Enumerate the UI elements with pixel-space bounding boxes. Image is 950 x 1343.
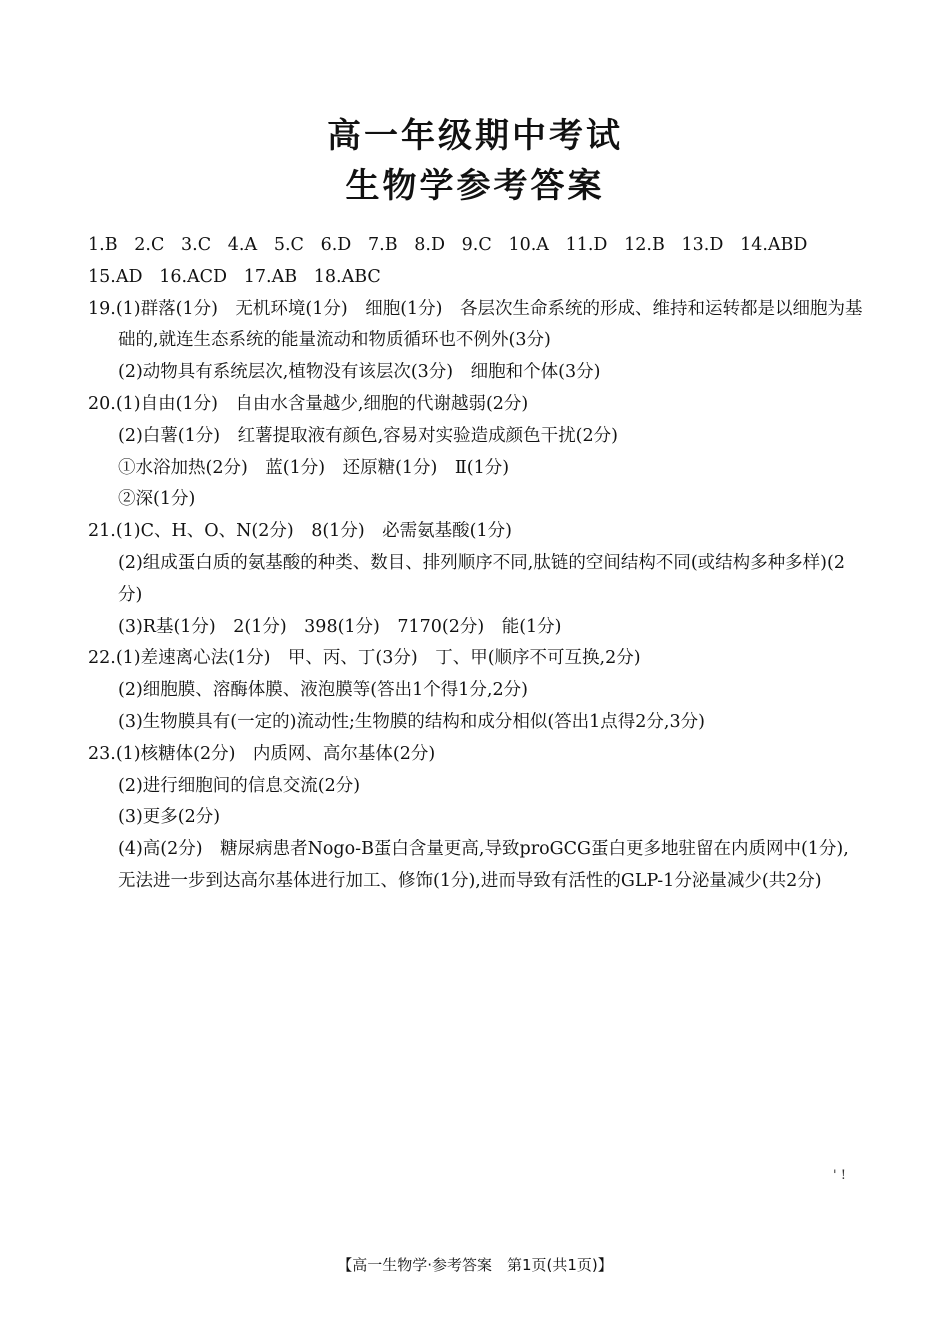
- q23-part2: (2)进行细胞间的信息交流(2分): [118, 775, 361, 796]
- q20-part4: ②深(1分): [118, 489, 196, 510]
- q20-part1: 20.(1)自由(1分) 自由水含量越少,细胞的代谢越弱(2分): [88, 393, 529, 414]
- q20-part2: (2)白薯(1分) 红薯提取液有颜色,容易对实验造成颜色干扰(2分): [118, 425, 618, 446]
- q23-part1: 23.(1)核糖体(2分) 内质网、高尔基体(2分): [88, 743, 436, 764]
- q21-part1: 21.(1)C、H、O、N(2分) 8(1分) 必需氨基酸(1分): [88, 521, 512, 542]
- q19-part1: 19.(1)群落(1分) 无机环境(1分) 细胞(1分) 各层次生命系统的形成、维持和运转都是以细胞为基础的,就连生态系统的能量流动和物质循环也不例外(3分): [88, 298, 863, 351]
- q22-part1: 22.(1)差速离心法(1分) 甲、丙、丁(3分) 丁、甲(顺序不可互换,2分): [88, 648, 641, 669]
- q23-part3: (3)更多(2分): [118, 807, 221, 828]
- q22-part2: (2)细胞膜、溶酶体膜、液泡膜等(答出1个得1分,2分): [118, 680, 528, 701]
- choice-answers-row-1: 1.B 2.C 3.C 4.A 5.C 6.D 7.B 8.D 9.C 10.A 11.D 12.B 13.D 14.ABD: [88, 235, 808, 255]
- q21-part3: (3)R基(1分) 2(1分) 398(1分) 7170(2分) 能(1分): [118, 616, 562, 637]
- q23-part4: (4)高(2分) 糖尿病患者Nogo-B蛋白含量更高,导致proGCG蛋白更多地驻留在内质网中(1分),无法进一步到达高尔基体进行加工、修饰(1分),进而导致有活性的GLP-1分泌量减少(共2分): [118, 839, 849, 891]
- q20-part3: ①水浴加热(2分) 蓝(1分) 还原糖(1分) Ⅱ(1分): [118, 457, 510, 478]
- choice-answers-row-2: 15.AD 16.ACD 17.AB 18.ABC: [88, 266, 381, 287]
- margin-marks: ' !: [833, 1168, 846, 1183]
- q19-part2: (2)动物具有系统层次,植物没有该层次(3分) 细胞和个体(3分): [118, 362, 601, 383]
- document-title: 高一年级期中考试: [327, 116, 623, 156]
- answer-key: [88, 230, 863, 898]
- q21-part2: (2)组成蛋白质的氨基酸的种类、数目、排列顺序不同,肽链的空间结构不同(或结构多种多样)(2分): [118, 552, 845, 605]
- q22-part3: (3)生物膜具有(一定的)流动性;生物膜的结构和成分相似(答出1点得2分,3分): [118, 711, 705, 732]
- document-subtitle: 生物学参考答案: [345, 166, 605, 206]
- page-footer: 【高一生物学·参考答案 第1页(共1页)】: [337, 1256, 613, 1274]
